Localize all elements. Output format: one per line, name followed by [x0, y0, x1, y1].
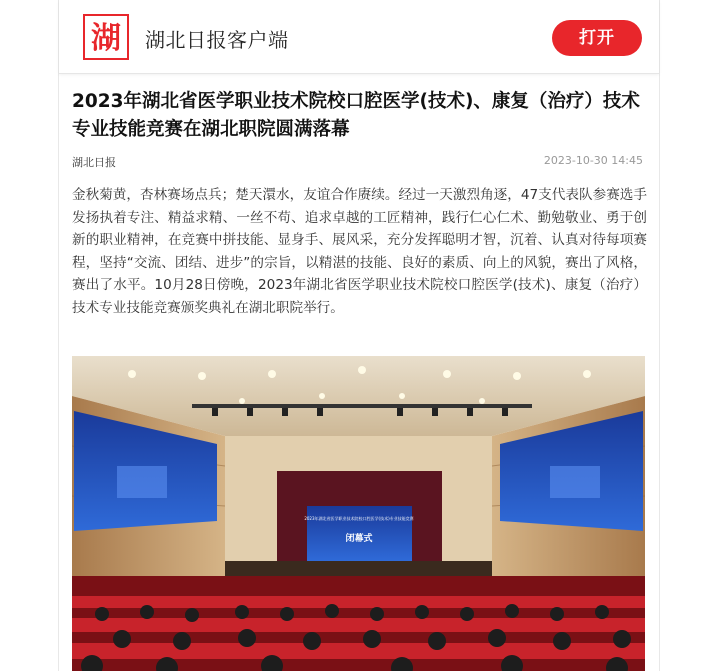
article-timestamp: 2023-10-30 14:45	[543, 154, 643, 167]
app-name: 湖北日报客户端	[145, 28, 289, 52]
article-title: 2023年湖北省医学职业技术院校口腔医学(技术)、康复（治疗）技术专业技能竞赛在湖北职院圆满落幕	[72, 91, 640, 140]
app-header	[59, 0, 659, 74]
hubei-daily-logo[interactable]	[81, 12, 131, 62]
article-source[interactable]: 湖北日报	[72, 156, 116, 169]
screen-title: 闭幕式	[345, 534, 373, 544]
article-page	[58, 0, 660, 671]
screen-banner: 2023年湖北省医学职业技术院校口腔医学(技术)专业技能竞赛	[304, 516, 414, 521]
logo-glyph: 湖	[91, 21, 121, 56]
article-photo[interactable]	[72, 356, 645, 671]
open-app-button[interactable]: 打开	[552, 20, 642, 56]
article-body: 金秋菊黄，杏林赛场点兵；楚天澴水，友谊合作赓续。经过一天激烈角逐，47支代表队参赛选手发扬执着专注、精益求精、一丝不苟、追求卓越的工匠精神，践行仁心仁术、勤勉敬业、勇于创新的职业精神，在竞赛中拼技能、显身手、展风采，充分发挥聪明才智，沉着、认真对待每项赛程，坚持“交流、团结、进步”的宗旨，以精湛的技能、良好的素质、向上的风貌，赛出了风格，赛出了水平。10月28日傍晚，2023年湖北省医学职业技术院校口腔医学(技术)、康复（治疗）技术专业技能竞赛颁奖典礼在湖北职院举行。	[72, 187, 647, 316]
